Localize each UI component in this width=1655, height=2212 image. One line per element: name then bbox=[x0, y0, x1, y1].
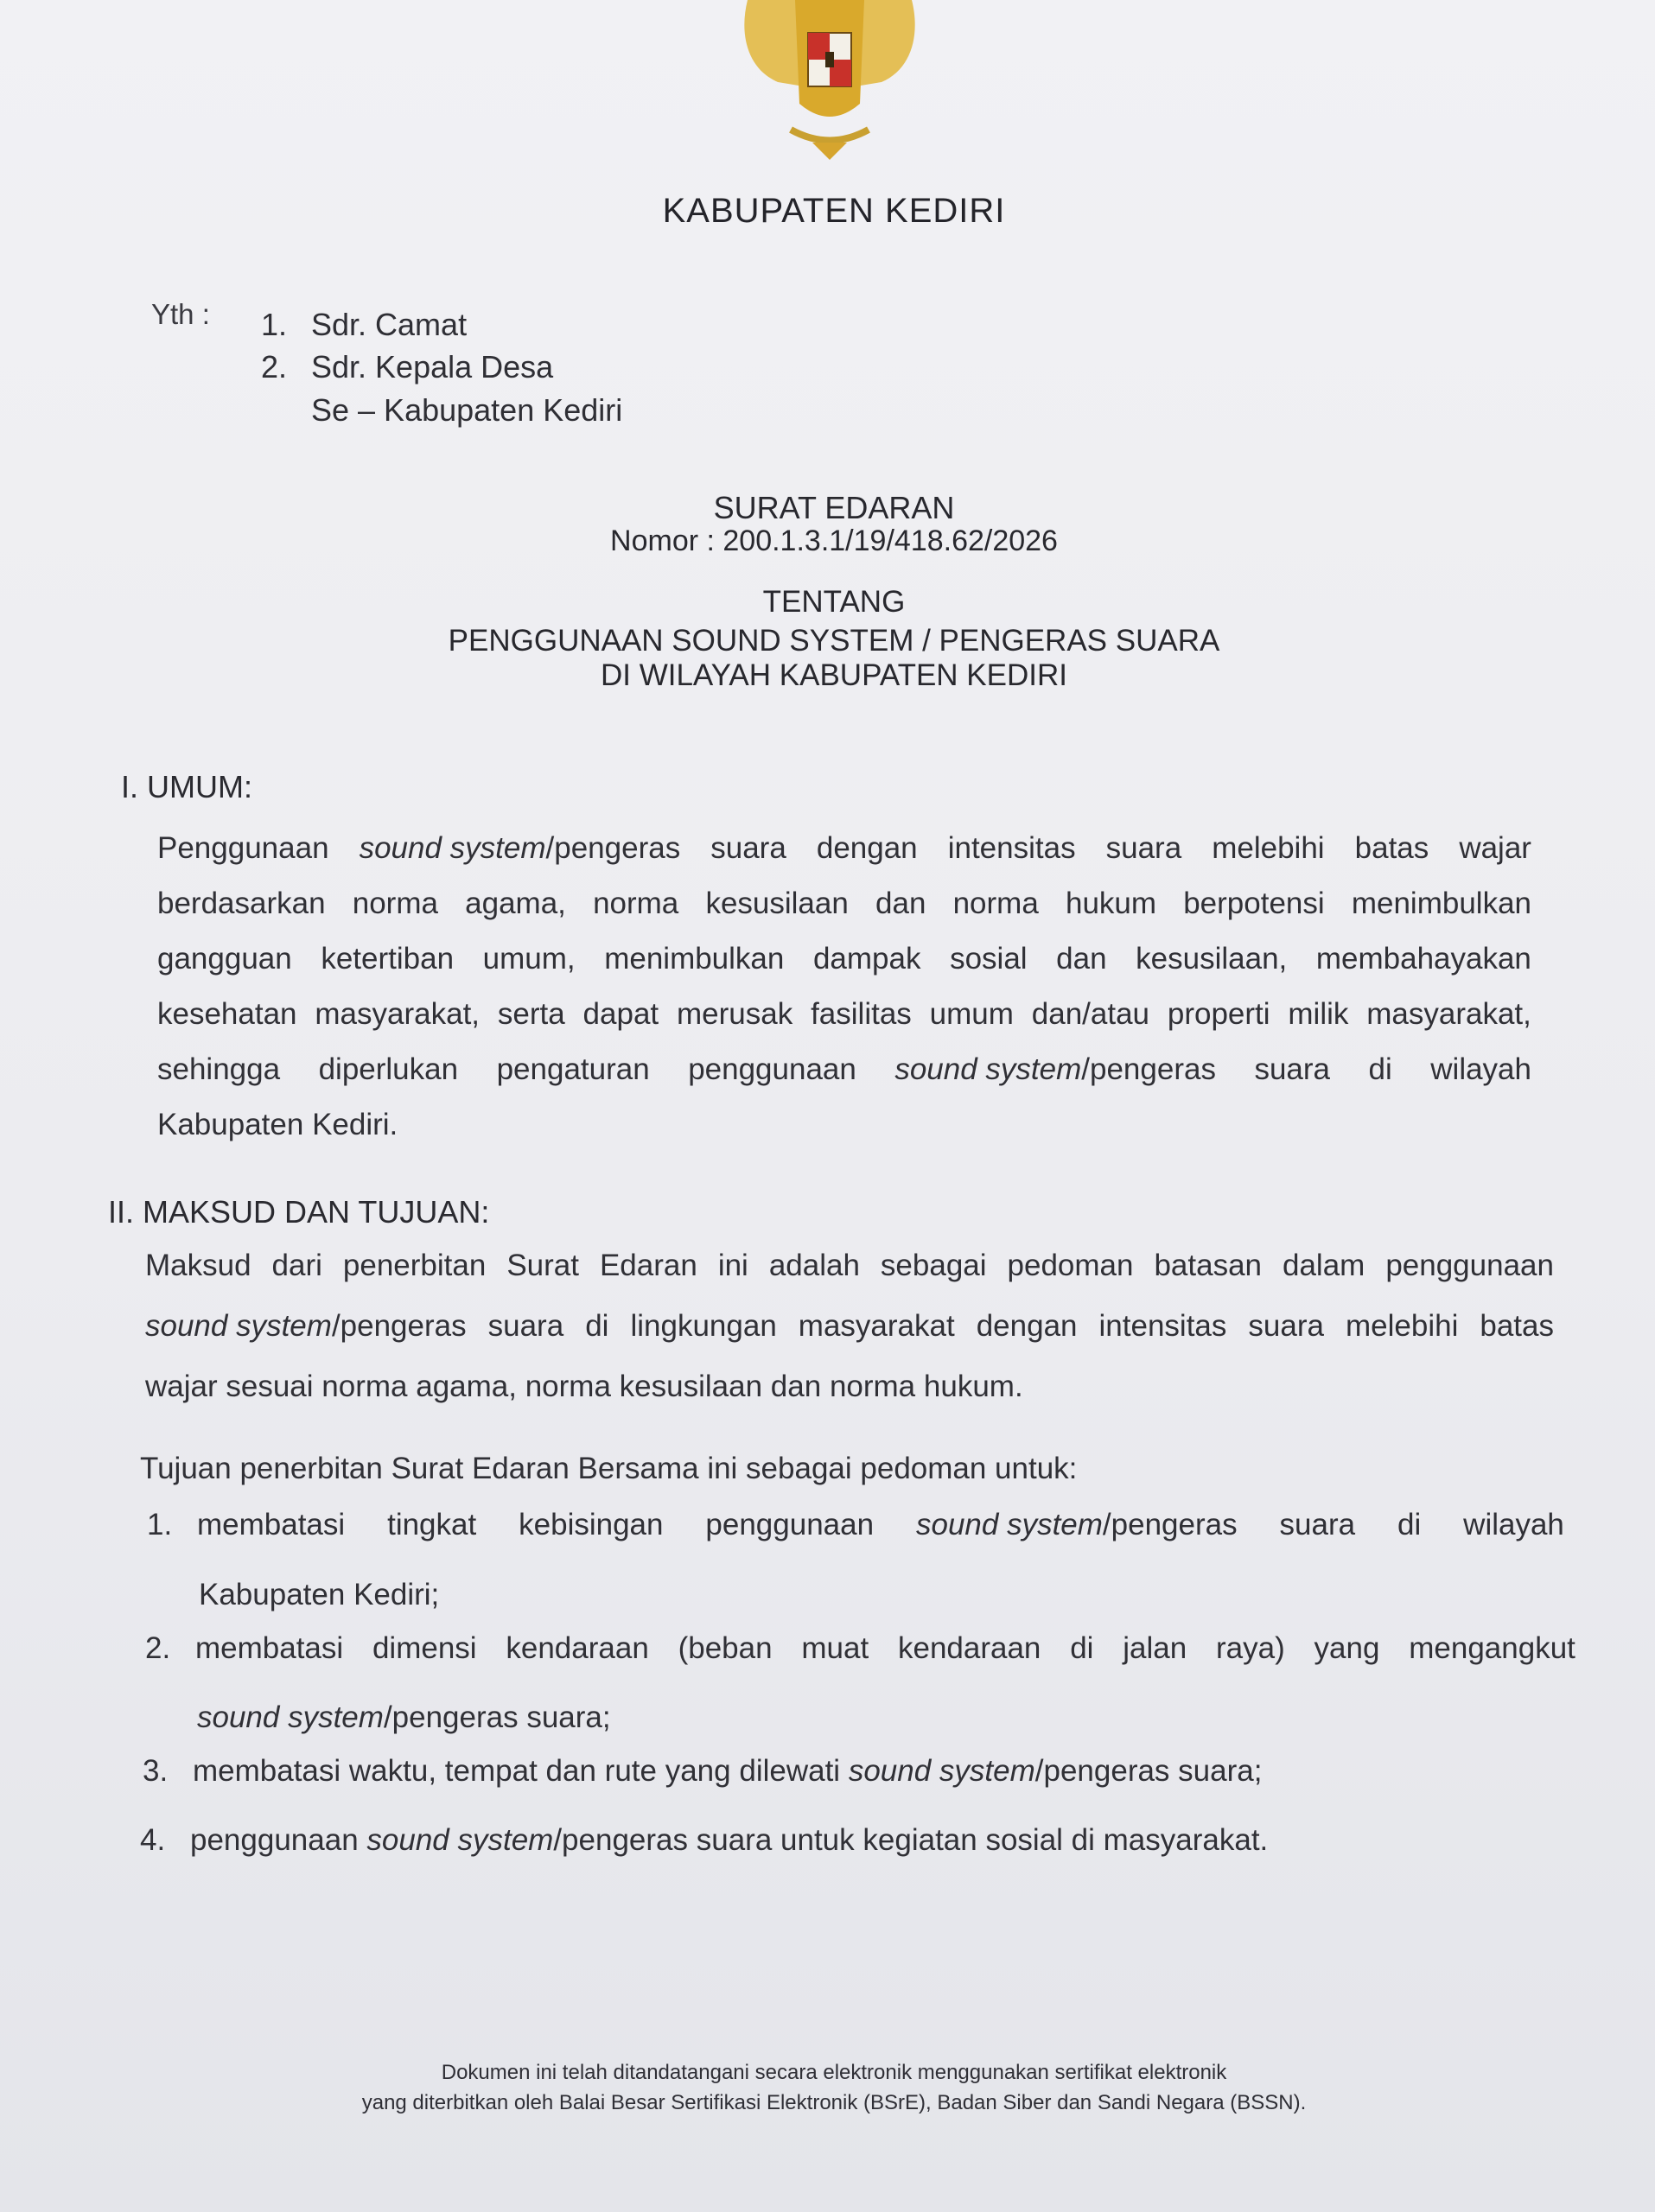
section-paragraph bbox=[145, 1236, 1554, 1417]
goal-line: penggunaan sound system/pengeras suara untuk kegiatan sosial di masyarakat. bbox=[190, 1823, 1269, 1857]
recipient-scope: Se – Kabupaten Kediri bbox=[311, 392, 623, 428]
paragraph-line: Maksud dari penerbitan Surat Edaran ini adalah sebagai pedoman batasan dalam penggunaan bbox=[145, 1249, 1554, 1282]
goal-item: 1. membatasi tingkat kebisingan penggunaan sound system/pengeras suara di wilayah bbox=[147, 1508, 1564, 1541]
recipient-item: 2. Sdr. Kepala Desa bbox=[261, 349, 554, 385]
goal-item: 2. membatasi dimensi kendaraan (beban muat kendaraan di jalan raya) yang mengangkut bbox=[145, 1631, 1575, 1665]
paragraph-line: gangguan ketertiban umum, menimbulkan dampak sosial dan kesusilaan, membahayakan bbox=[157, 942, 1531, 976]
goal-line: membatasi tingkat kebisingan penggunaan sound system/pengeras suara di wilayah bbox=[197, 1508, 1564, 1541]
section-paragraph bbox=[157, 821, 1531, 1153]
goal-line: membatasi dimensi kendaraan (beban muat kendaraan di jalan raya) yang mengangkut bbox=[195, 1631, 1575, 1665]
goal-item: 4. penggunaan sound system/pengeras suara untuk kegiatan sosial di masyarakat. bbox=[140, 1823, 1269, 1857]
letter-about: TENTANG bbox=[762, 585, 906, 619]
section-heading: II. MAKSUD DAN TUJUAN: bbox=[108, 1194, 490, 1230]
paragraph-line: berdasarkan norma agama, norma kesusilaan dan norma hukum berpotensi menimbulkan bbox=[157, 887, 1531, 920]
paragraph-line: sound system/pengeras suara di lingkungan masyarakat dengan intensitas suara melebihi batas bbox=[145, 1309, 1554, 1343]
goal-item: 3. membatasi waktu, tempat dan rute yang dilewati sound system/pengeras suara; bbox=[143, 1754, 1263, 1788]
goal-line: membatasi waktu, tempat dan rute yang dilewati sound system/pengeras suara; bbox=[193, 1754, 1263, 1788]
page-title: KABUPATEN KEDIRI bbox=[662, 192, 1006, 230]
footer-signature-note: yang diterbitkan oleh Balai Besar Sertifikasi Elektronik (BSrE), Badan Siber dan Sandi Negara (BSSN). bbox=[361, 2091, 1307, 2114]
section-heading: I. UMUM: bbox=[121, 769, 252, 804]
letter-number: Nomor : 200.1.3.1/19/418.62/2026 bbox=[610, 524, 1058, 557]
recipient-item: 1. Sdr. Camat bbox=[261, 307, 468, 342]
goal-intro: Tujuan penerbitan Surat Edaran Bersama ini sebagai pedoman untuk: bbox=[140, 1452, 1078, 1485]
goal-line: Kabupaten Kediri; bbox=[199, 1578, 440, 1611]
paragraph-line: Kabupaten Kediri. bbox=[157, 1108, 398, 1141]
goal-line: sound system/pengeras suara; bbox=[197, 1700, 611, 1734]
paragraph-line: kesehatan masyarakat, serta dapat merusak fasilitas umum dan/atau properti milik masyarakat, bbox=[157, 997, 1531, 1031]
paragraph-line: wajar sesuai norma agama, norma kesusilaan dan norma hukum. bbox=[145, 1370, 1023, 1403]
recipient-label: Yth : bbox=[151, 298, 210, 330]
letter-subject: PENGGUNAAN SOUND SYSTEM / PENGERAS SUARA bbox=[448, 624, 1220, 658]
paragraph-line: Penggunaan sound system/pengeras suara dengan intensitas suara melebihi batas wajar bbox=[157, 831, 1531, 865]
footer-signature-note: Dokumen ini telah ditandatangani secara elektronik menggunakan sertifikat elektronik bbox=[441, 2061, 1227, 2084]
paragraph-line: sehingga diperlukan pengaturan penggunaan sound system/pengeras suara di wilayah bbox=[157, 1052, 1531, 1086]
letter-subject: DI WILAYAH KABUPATEN KEDIRI bbox=[600, 658, 1067, 692]
garuda-emblem-icon bbox=[730, 0, 929, 160]
letter-type: SURAT EDARAN bbox=[713, 490, 955, 525]
